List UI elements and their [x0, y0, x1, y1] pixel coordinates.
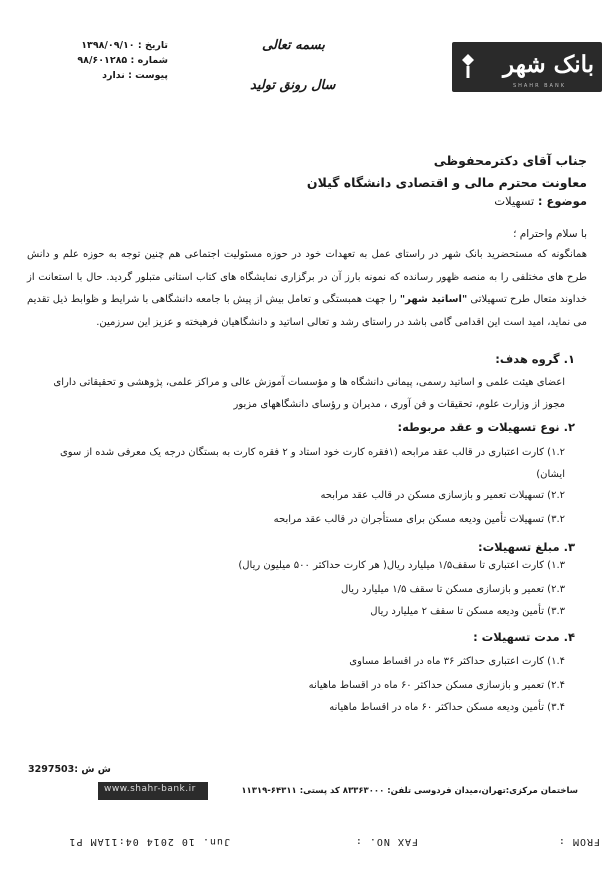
- section-2-item-1: ۱.۲) کارت اعتباری در قالب عقد مرابحه (۱فقره کارت خود استاد و ۲ فقره کارت به بستگان درجه یک معرفی شده از سوی ایشان): [59, 447, 565, 480]
- attachment-label: پیوست :: [128, 70, 168, 81]
- subject-line: [494, 194, 587, 208]
- bank-logo-subtext: SHAHR BANK: [512, 83, 566, 89]
- section-3-item-3: ۳.۳) تأمین ودیعه مسکن تا سقف ۲ میلیارد ریال: [370, 606, 565, 617]
- section-3-item-2: ۲.۳) تعمیر و بازسازی مسکن تا سقف ۱/۵ میلیارد ریال: [340, 584, 565, 595]
- basmala: بسمه تعالی: [262, 38, 325, 53]
- recipient-block: [27, 150, 587, 194]
- section-2-item-2: ۲.۲) تسهیلات تعمیر و بازسازی مسکن در قالب عقد مرابحه: [320, 490, 565, 501]
- intro-text-1: همانگونه که مستحضرید بانک شهر در راستای عمل به تعهدات خود در حوزه مسئولیت اجتماعی هم چنین توجه به حوزه علم و دانش طرح های مختلفی را به منصه ظهور رسانده که نمونه بارز آن در برگزاری نمایشگاه های کتاب استانی متبلور گردید. حال با استعانت از خداوند متعال طرح تسهیلاتی: [27, 249, 588, 305]
- date-label: تاریخ :: [137, 40, 168, 51]
- recipient-name: جناب آقای دکترمحفوظی: [433, 153, 587, 168]
- date-row: [28, 38, 168, 53]
- section-3-heading: ۳. مبلغ تسهیلات:: [478, 540, 575, 554]
- section-1-body: اعضای هیئت علمی و اساتید رسمی، پیمانی دانشگاه ها و مؤسسات آموزش عالی و مراکز علمی، پژوهشی و تحقیقاتی دارای مجوز از وزارت علوم، تحقیقات و فن آوری ، مدیران و رؤسای دانشگاههای مزبور: [53, 377, 565, 410]
- fax-from: FROM :: [557, 836, 600, 847]
- reference-number: ش ش :3297503: [28, 764, 111, 775]
- greeting: با سلام واحترام ؛: [513, 228, 587, 240]
- recipient-title: معاونت محترم مالی و اقتصادی دانشگاه گیلان: [306, 175, 587, 190]
- bank-logo-text: بانک شهر: [503, 51, 594, 78]
- number-label: شماره :: [130, 55, 168, 66]
- section-2-heading: ۲. نوع تسهیلات و عقد مربوطه:: [397, 420, 575, 434]
- section-4-heading: ۴. مدت تسهیلات :: [473, 630, 575, 644]
- website-link[interactable]: www.shahr-bank.ir: [104, 784, 196, 794]
- subject-label: موضوع :: [537, 194, 587, 208]
- subject-value: تسهیلات: [494, 194, 535, 208]
- intro-paragraph: [27, 244, 587, 334]
- fax-number: FAX NO. :: [354, 836, 418, 847]
- attachment-value: ندارد: [102, 70, 125, 81]
- section-4-item-2: ۲.۴) تعمیر و بازسازی مسکن حداکثر ۶۰ ماه در اقساط ماهیانه: [308, 680, 565, 691]
- intro-text-2: را جهت همبستگی و تعامل بیش از پیش با جامعه دانشگاهی با شرایط و ظوابط ذیل تقدیم می نماید، امید است این اقدامی گامی باشد در راستای رشد و تعالی اساتید و دانشگاهیان فرهیخته و عزیز این سرزمین.: [27, 294, 587, 328]
- bank-emblem-icon: [458, 52, 478, 80]
- section-1-heading: ۱. گروه هدف:: [495, 352, 575, 366]
- footer-address: ساختمان مرکزی:تهران،میدان فردوسی تلفن: ۸۳۳۶۳۰۰۰ کد پستی: ۶۴۳۱۱-۱۱۳۱۹: [241, 786, 578, 796]
- number-row: [28, 53, 168, 68]
- bank-logo: [452, 42, 602, 92]
- section-3-item-1: ۱.۳) کارت اعتباری تا سقف۱/۵ میلیارد ریال( هر کارت حداکثر ۵۰۰ میلیون ریال): [238, 560, 565, 571]
- fax-header: [20, 833, 600, 847]
- number-value: ۹۸/۶۰۱۲۸۵: [77, 55, 128, 66]
- date-value: ۱۳۹۸/۰۹/۱۰: [81, 40, 135, 51]
- intro-highlight: "اساتید شهر": [399, 294, 468, 305]
- section-4-item-3: ۳.۴) تأمین ودیعه مسکن حداکثر ۶۰ ماه در اقساط ماهیانه: [329, 702, 565, 713]
- website-bar: [98, 782, 208, 800]
- fax-timestamp: Jun. 10 2014 04:11AM P1: [68, 836, 230, 847]
- attachment-row: [28, 68, 168, 83]
- year-motto: سال رونق تولید: [250, 78, 336, 93]
- letter-meta: [28, 38, 168, 83]
- section-2-item-3: ۳.۲) تسهیلات تأمین ودیعه مسکن برای مستأجران در قالب عقد مرابحه: [273, 514, 565, 525]
- section-4-item-1: ۱.۴) کارت اعتباری حداکثر ۳۶ ماه در اقساط مساوی: [349, 656, 565, 667]
